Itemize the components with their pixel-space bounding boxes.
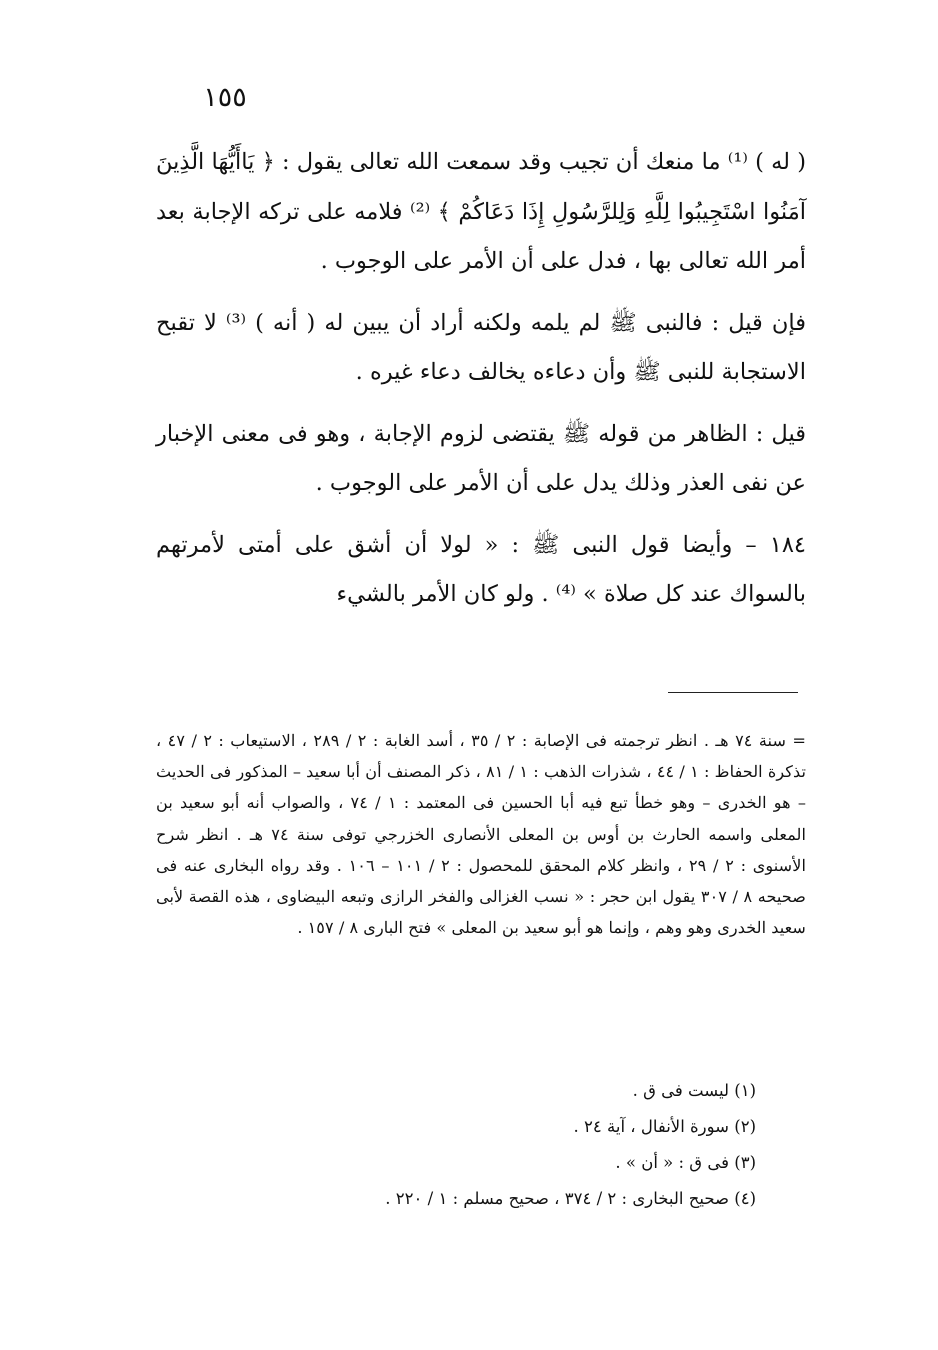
footnote-2: (٢) سورة الأنفال ، آية ٢٤ . [573,1117,756,1136]
footnote-1: (١) ليست فى ق . [632,1081,756,1100]
footnote-continued-text: = سنة ٧٤ هـ . انظر ترجمته فى الإصابة : ٢ / ٣٥ ، أسد الغابة : ٢ / ٢٨٩ ، الاستيعاب : ٢ / ٤٧ ، تذكرة الحفاظ : ١ / ٤٤ ، شذرات الذهب : ١ / ٨١ ، ذكر المصنف أن أبا سعيد – المذكور فى الحديث – هو الخدرى – وهو خطأ تبع فيه أبا الحسين فى المعتمد : ١ / ٧٤ ، والصواب أنه أبو سعيد بن المعلى واسمه الحارث بن أوس بن المعلى الأنصارى الخزرجي توفى سنة ٧٤ هـ . انظر شرح الأسنوى : ٢ / ٢٩ ، وانظر كلام المحقق للمحصول : ٢ / ١٠١ – ١٠٦ . وقد رواه البخارى عنه فى صحيحه ٨ / ٣٠٧ يقول ابن حجر : « نسب الغزالى والفخر الرازى وتبعه البيضاوى ، هذه القصة لأبى سعيد الخدرى وهو وهم ، وإنما هو أبو سعيد بن المعلى » فتح البارى ٨ / ١٥٧ . [156,731,806,938]
paragraph-4: ١٨٤ – وأيضا قول النبى ﷺ : « لولا أن أشق على أمتى لأمرتهم بالسواك عند كل صلاة » ⁽⁴⁾ . ولو كان الأمر بالشيء [156,531,806,607]
footnote-4: (٤) صحيح البخارى : ٢ / ٣٧٤ ، صحيح مسلم : ١ / ٢٢٠ . [385,1189,756,1208]
footnote-list [156,1073,756,1217]
page-number: ١٥٥ [203,82,247,113]
main-text-body [156,138,806,620]
footnote-continued [156,725,806,943]
paragraph-3: قيل : الظاهر من قوله ﷺ يقتضى لزوم الإجابة ، وهو فى معنى الإخبار عن نفى العذر وذلك يدل على أن الأمر على الوجوب . [156,420,806,496]
footnote-3: (٣) فى ق : « أن » . [615,1153,756,1172]
footnote-divider [668,692,798,693]
paragraph-1: ( له ) ⁽¹⁾ ما منعك أن تجيب وقد سمعت الله تعالى يقول : ﴿ يَاأَيُّهَا الَّذِينَ آمَنُوا اسْتَجِيبُوا لِلَّهِ وَلِلرَّسُولِ إِذَا دَعَاكُمْ ﴾ ⁽²⁾ فلامه على تركه الإجابة بعد أمر الله تعالى بها ، فدل على أن الأمر على الوجوب . [156,149,806,274]
paragraph-2: فإن قيل : فالنبى ﷺ لم يلمه ولكنه أراد أن يبين له ( أنه ) ⁽³⁾ لا تقبح الاستجابة للنبى ﷺ وأن دعاءه يخالف دعاء غيره . [156,309,806,385]
